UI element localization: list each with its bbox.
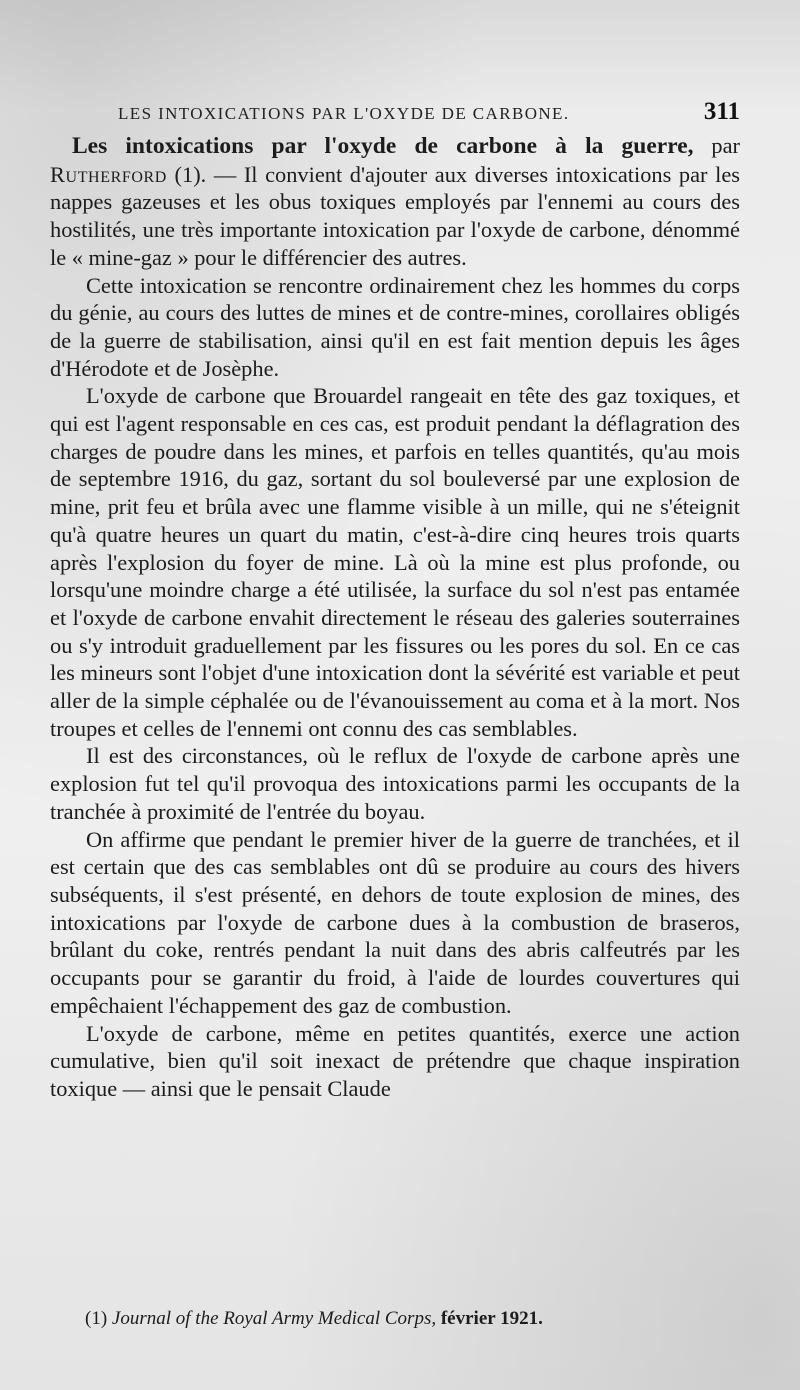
paragraph: L'oxyde de carbone que Brouardel rangeait en tête des gaz toxiques, et qui est l'agent responsable en ces cas, est produit pendant la déflagration des charges de poudre dans les mines, et parfois en telles quantités, qu'au mois de septembre 1916, du gaz, sortant du sol bouleversé par une explosion de mine, prit feu et brûla avec une flamme visible à un mille, qui ne s'éteignit qu'à quatre heures un quart du matin, c'est-à-dire cinq heures trois quarts après l'explosion du foyer de mine. Là où la mine est plus profonde, ou lorsqu'une moindre charge a été utilisée, la surface du sol n'est pas entamée et l'oxyde de carbone envahit directement le réseau des galeries souterraines ou s'y introduit graduellement par les fissures ou les pores du sol. En ce cas les mineurs sont l'objet d'une intoxication dont la sévérité est variable et peut aller de la simple céphalée ou de l'évanouissement au coma et à la mort. Nos troupes et celles de l'ennemi ont connu des cas semblables.: [50, 383, 740, 741]
page-number: 311: [703, 98, 740, 125]
footnote-journal: Journal of the Royal Army Medical Corps,: [111, 1308, 437, 1329]
paragraph: Il est des circonstances, où le reflux de l'oxyde de carbone après une explosion fut tel qu'il provoqua des intoxications parmi les occupants de la tranchée à proximité de l'entrée du boyau.: [50, 743, 740, 824]
running-head: LES INTOXICATIONS PAR L'OXYDE DE CARBONE.: [118, 104, 570, 123]
footnote: [85, 1308, 745, 1330]
paragraph: L'oxyde de carbone, même en petites quantités, exerce une action cumulative, bien qu'il soit inexact de prétendre que chaque inspiration toxique — ainsi que le pensait Claude: [50, 1020, 740, 1101]
paragraph: Cette intoxication se rencontre ordinairement chez les hommes du corps du génie, au cours des luttes de mines et de contre-mines, corollaires obligés de la guerre de stabilisation, ainsi qu'il en est fait mention depuis les âges d'Hérodote et de Josèphe.: [50, 272, 740, 381]
section-paragraph: [50, 132, 740, 272]
paragraph: On affirme que pendant le premier hiver de la guerre de tranchées, et il est certain que des cas semblables ont dû se produire au cours des hivers subséquents, il s'est présenté, en dehors de toute explosion de mines, des intoxications par l'oxyde de carbone dues à la combustion de braseros, brûlant du coke, rentrés pendant la nuit dans des abris calfeutrés par les occupants pour se garantir du froid, à l'aide de lourdes couvertures qui empêchaient l'échappement des gaz de combustion.: [50, 826, 740, 1018]
body-text: [50, 132, 740, 1103]
author-prefix: par: [711, 133, 740, 158]
footnote-date: février 1921.: [440, 1308, 543, 1329]
footnote-marker: (1): [85, 1308, 108, 1329]
author-name: Rutherford: [50, 161, 167, 187]
section-title: Les intoxications par l'oxyde de carbone à la guerre,: [72, 133, 694, 159]
page-header: [118, 96, 740, 132]
section-intro: . — Il convient d'ajouter aux diverses intoxications par les nappes gazeuses et les obus toxiques employés par l'ennemi au cours des hostilités, une très importante intoxication par l'oxyde de carbone, dénommé le « mine-gaz » pour le différencier des autres.: [50, 161, 740, 270]
footnote-reference: (1): [174, 161, 201, 187]
